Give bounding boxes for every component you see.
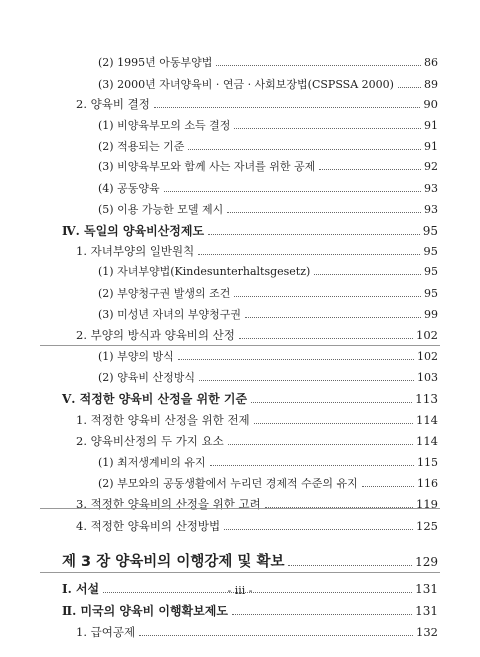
toc-entry-title: (2) 1995년 아동부양법 — [98, 56, 213, 69]
toc-entry-page: 95 — [424, 287, 438, 300]
dot-leader — [224, 529, 413, 530]
toc-entry-page: 116 — [417, 477, 438, 490]
toc-entry[interactable] — [98, 285, 438, 301]
toc-entry[interactable] — [62, 222, 438, 239]
toc-entry-page: 103 — [417, 371, 438, 384]
toc-entry[interactable] — [98, 475, 438, 491]
section-divider — [40, 572, 440, 573]
toc-entry-title: 3. 적정한 양육비의 산정을 위한 고려 — [76, 497, 261, 511]
dot-leader — [154, 107, 421, 108]
toc-entry-page: 91 — [424, 140, 438, 153]
dot-leader — [398, 87, 421, 88]
dot-leader — [234, 128, 421, 129]
toc-entry[interactable] — [98, 369, 438, 385]
toc-entry[interactable] — [76, 496, 438, 512]
dot-leader — [288, 565, 412, 566]
dot-leader — [239, 338, 413, 339]
toc-entry-title: (2) 양육비 산정방식 — [98, 371, 195, 384]
toc-entry-title: 1. 급여공제 — [76, 625, 136, 639]
toc-entry[interactable] — [76, 433, 438, 449]
toc-entry-title: (1) 부양의 방식 — [98, 350, 174, 363]
dot-leader — [198, 254, 420, 255]
dot-leader — [216, 65, 421, 66]
toc-entry-page: 102 — [417, 350, 438, 363]
toc-entry[interactable] — [76, 96, 438, 112]
dot-leader — [164, 191, 421, 192]
toc-entry[interactable] — [76, 624, 438, 640]
toc-entry-title: (2) 부양청구권 발생의 조건 — [98, 287, 231, 300]
toc-entry-title: Ⅳ. 독일의 양육비산정제도 — [62, 224, 205, 238]
toc-entry-page: 99 — [424, 308, 438, 321]
toc-entry-title: 2. 양육비 결정 — [76, 97, 150, 111]
dot-leader — [232, 614, 412, 615]
toc-entry-page: 132 — [416, 625, 438, 639]
toc-entry-page: 131 — [415, 604, 438, 618]
toc-entry[interactable] — [76, 243, 438, 259]
toc-entry[interactable] — [98, 306, 438, 322]
toc-entry-title: (4) 공동양육 — [98, 182, 160, 195]
toc-entry[interactable] — [98, 180, 438, 196]
dot-leader — [319, 169, 421, 170]
toc-entry[interactable] — [98, 54, 438, 70]
toc-entry-title: 1. 자녀부양의 일반원칙 — [76, 244, 195, 258]
toc-entry-page: 95 — [422, 224, 438, 238]
toc-entry-page: 90 — [423, 97, 438, 111]
toc-entry-page: 93 — [424, 182, 438, 195]
toc-entry-title: (2) 적용되는 기준 — [98, 140, 185, 153]
dot-leader — [228, 444, 413, 445]
toc-entry-title: 4. 적정한 양육비의 산정방법 — [76, 519, 221, 533]
dot-leader — [254, 423, 413, 424]
toc-entry[interactable] — [98, 454, 438, 470]
toc-entry-title: (5) 이용 가능한 모델 제시 — [98, 203, 224, 216]
toc-entry[interactable] — [98, 76, 438, 92]
toc-entry-page: 113 — [415, 392, 438, 406]
dot-leader — [188, 149, 421, 150]
toc-entry-page: 95 — [424, 265, 438, 278]
dot-leader — [251, 402, 412, 403]
toc-entry[interactable] — [62, 550, 438, 571]
toc-entry-title: (3) 미성년 자녀의 부양청구권 — [98, 308, 241, 321]
toc-entry-page: 95 — [423, 244, 438, 258]
toc-entry-page: 102 — [416, 328, 438, 342]
toc-entry[interactable] — [62, 390, 438, 407]
toc-entry-page: 125 — [416, 519, 438, 533]
toc-entry-page: 114 — [416, 434, 438, 448]
section-divider — [40, 508, 440, 509]
toc-entry-title: Ⅰ. 서설 — [62, 582, 100, 596]
dot-leader — [362, 486, 414, 487]
dot-leader — [234, 296, 421, 297]
toc-entry-page: 119 — [416, 497, 438, 511]
toc-entry[interactable] — [76, 518, 438, 534]
toc-entry[interactable] — [98, 263, 438, 279]
toc-entry[interactable] — [98, 117, 438, 133]
toc-entry[interactable] — [98, 138, 438, 154]
dot-leader — [227, 212, 421, 213]
toc-entry-title: 2. 양육비산정의 두 가지 요소 — [76, 434, 224, 448]
dot-leader — [314, 274, 421, 275]
toc-entry-page: 91 — [424, 119, 438, 132]
toc-entry-page: 114 — [416, 413, 438, 427]
toc-entry[interactable] — [76, 327, 438, 343]
toc-entry-page: 89 — [424, 78, 438, 91]
toc-entry-page: 93 — [424, 203, 438, 216]
toc-entry-title: Ⅴ. 적정한 양육비 산정을 위한 기준 — [62, 392, 248, 406]
dot-leader — [139, 635, 413, 636]
dot-leader — [245, 317, 421, 318]
toc-entry[interactable] — [62, 602, 438, 619]
dot-leader — [178, 359, 414, 360]
toc-entry-title: 2. 부양의 방식과 양육비의 산정 — [76, 328, 235, 342]
toc-entry-page: 131 — [415, 582, 438, 596]
toc-entry-page: 92 — [424, 160, 438, 173]
toc-entry-title: (2) 부모와의 공동생활에서 누리던 경제적 수준의 유지 — [98, 477, 358, 490]
toc-entry[interactable] — [98, 201, 438, 217]
toc-entry-page: 115 — [417, 456, 438, 469]
dot-leader — [208, 234, 420, 235]
toc-entry-title: 1. 적정한 양육비 산정을 위한 전제 — [76, 413, 250, 427]
page-number-footer: - iii - — [227, 584, 253, 597]
toc-entry-title: 제 3 장 양육비의 이행강제 및 확보 — [62, 554, 285, 570]
toc-entry-title: (1) 자녀부양법(Kindesunterhaltsgesetz) — [98, 265, 311, 278]
toc-entry-page: 86 — [424, 56, 438, 69]
dot-leader — [199, 380, 414, 381]
toc-entry-title: Ⅱ. 미국의 양육비 이행확보제도 — [62, 604, 228, 618]
toc-entry-title: (1) 최저생계비의 유지 — [98, 456, 206, 469]
toc-entry-page: 129 — [415, 555, 438, 569]
toc-entry[interactable] — [98, 158, 438, 174]
dot-leader — [210, 465, 414, 466]
toc-entry-title: (1) 비양육부모의 소득 결정 — [98, 119, 231, 132]
section-divider — [40, 345, 440, 346]
toc-entry[interactable] — [76, 412, 438, 428]
toc-entry-title: (3) 2000년 자녀양육비 · 연금 · 사회보장법(CSPSSA 2000) — [98, 78, 394, 91]
toc-entry[interactable] — [98, 348, 438, 364]
toc-entry-title: (3) 비양육부모와 함께 사는 자녀를 위한 공제 — [98, 160, 316, 173]
